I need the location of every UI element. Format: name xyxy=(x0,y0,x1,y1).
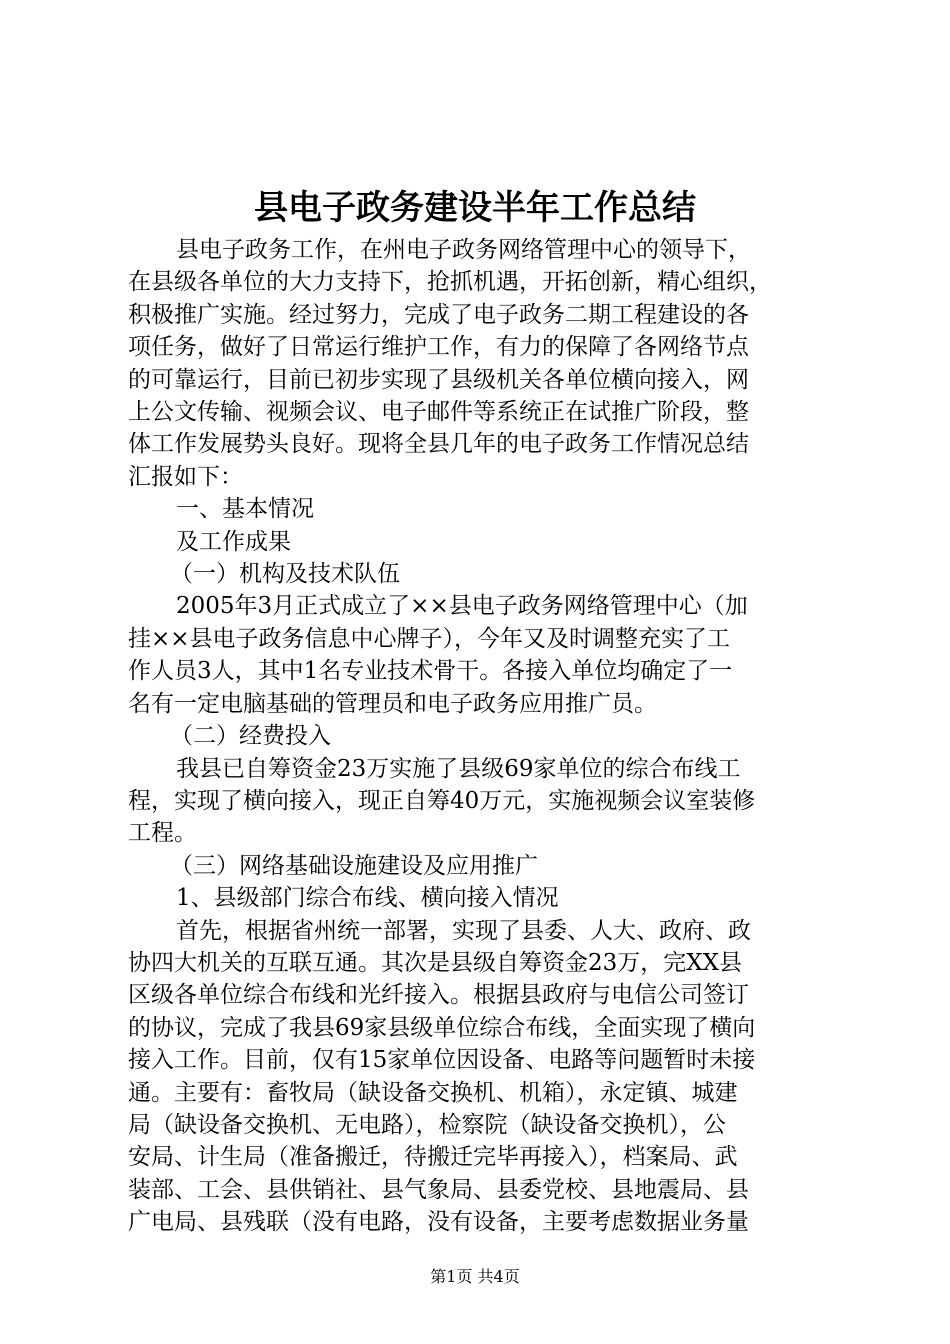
paragraph-line: 县电子政务工作，在州电子政务网络管理中心的领导下， xyxy=(176,237,751,263)
paragraph xyxy=(128,882,834,914)
paragraph-line: 挂××县电子政务信息中心牌子），今年又及时调整充实了工 xyxy=(128,625,731,652)
paragraph-line: 工程。 xyxy=(128,820,197,847)
paragraph-line: 局（缺设备交换机、无电路），检察院（缺设备交换机），公 xyxy=(128,1111,726,1138)
paragraph-line: 的协议，完成了我县69家县级单位综合布线，全面实现了横向 xyxy=(128,1014,756,1041)
paragraph-line: 及工作成果 xyxy=(176,528,291,555)
paragraph-line: 装部、工会、县供销社、县气象局、县委党校、县地震局、县 xyxy=(128,1176,749,1203)
paragraph-line: 广电局、县残联（没有电路，没有设备，主要考虑数据业务量 xyxy=(128,1209,749,1236)
paragraph-line: 的可靠运行，目前已初步实现了县级机关各单位横向接入，网 xyxy=(128,366,749,393)
paragraph-line: 在县级各单位的大力支持下，抢抓机遇，开拓创新，精心组织， xyxy=(128,269,772,296)
paragraph-line: 通。主要有：畜牧局（缺设备交换机、机箱），永定镇、城建 xyxy=(128,1079,738,1106)
page-footer: 第1页 共4页 xyxy=(430,1267,520,1286)
paragraph-line: 积极推广实施。经过努力，完成了电子政务二期工程建设的各 xyxy=(128,301,749,328)
paragraph-line: 汇报如下： xyxy=(128,463,243,490)
paragraph-line: 一、基本情况 xyxy=(176,496,314,523)
paragraph-line: 项任务，做好了日常运行维护工作，有力的保障了各网络节点 xyxy=(128,334,749,361)
paragraph-line: 名有一定电脑基础的管理员和电子政务应用推广员。 xyxy=(128,690,657,717)
paragraph xyxy=(128,558,834,590)
document-body xyxy=(128,234,834,1239)
paragraph-line: 接入工作。目前，仅有15家单位因设备、电路等问题暂时未接 xyxy=(128,1047,756,1074)
paragraph-line: 协四大机关的互联互通。其次是县级自筹资金23万，完XX县 xyxy=(128,949,743,976)
paragraph xyxy=(128,850,834,882)
paragraph-line: 首先，根据省州统一部署，实现了县委、人大、政府、政 xyxy=(176,917,751,944)
paragraph-line: 我县已自筹资金23万实施了县级69家单位的综合布线工 xyxy=(176,755,741,782)
paragraph xyxy=(128,915,834,1239)
paragraph-line: 区级各单位综合布线和光纤接入。根据县政府与电信公司签订 xyxy=(128,982,749,1009)
paragraph-line: 2005年3月正式成立了××县电子政务网络管理中心（加 xyxy=(176,593,748,620)
paragraph-line: 作人员3人，其中1名专业技术骨干。各接入单位均确定了一 xyxy=(128,658,733,685)
paragraph-line: 安局、计生局（准备搬迁，待搬迁完毕再接入），档案局、武 xyxy=(128,1144,738,1171)
paragraph xyxy=(128,493,834,558)
document-title: 县电子政务建设半年工作总结 xyxy=(254,188,696,228)
paragraph-line: 程，实现了横向接入，现正自筹40万元，实施视频会议室装修 xyxy=(128,787,756,814)
paragraph-line: 体工作发展势头良好。现将全县几年的电子政务工作情况总结 xyxy=(128,431,749,458)
paragraph xyxy=(128,590,834,720)
paragraph-line: 上公文传输、视频会议、电子邮件等系统正在试推广阶段，整 xyxy=(128,399,749,426)
paragraph xyxy=(128,753,834,850)
paragraph-line: （一）机构及技术队伍 xyxy=(170,561,400,588)
paragraph-line: （三）网络基础设施建设及应用推广 xyxy=(170,852,538,879)
paragraph xyxy=(128,234,834,493)
paragraph xyxy=(128,720,834,752)
paragraph-line: 1、县级部门综合布线、横向接入情况 xyxy=(176,885,559,912)
paragraph-line: （二）经费投入 xyxy=(170,723,331,750)
